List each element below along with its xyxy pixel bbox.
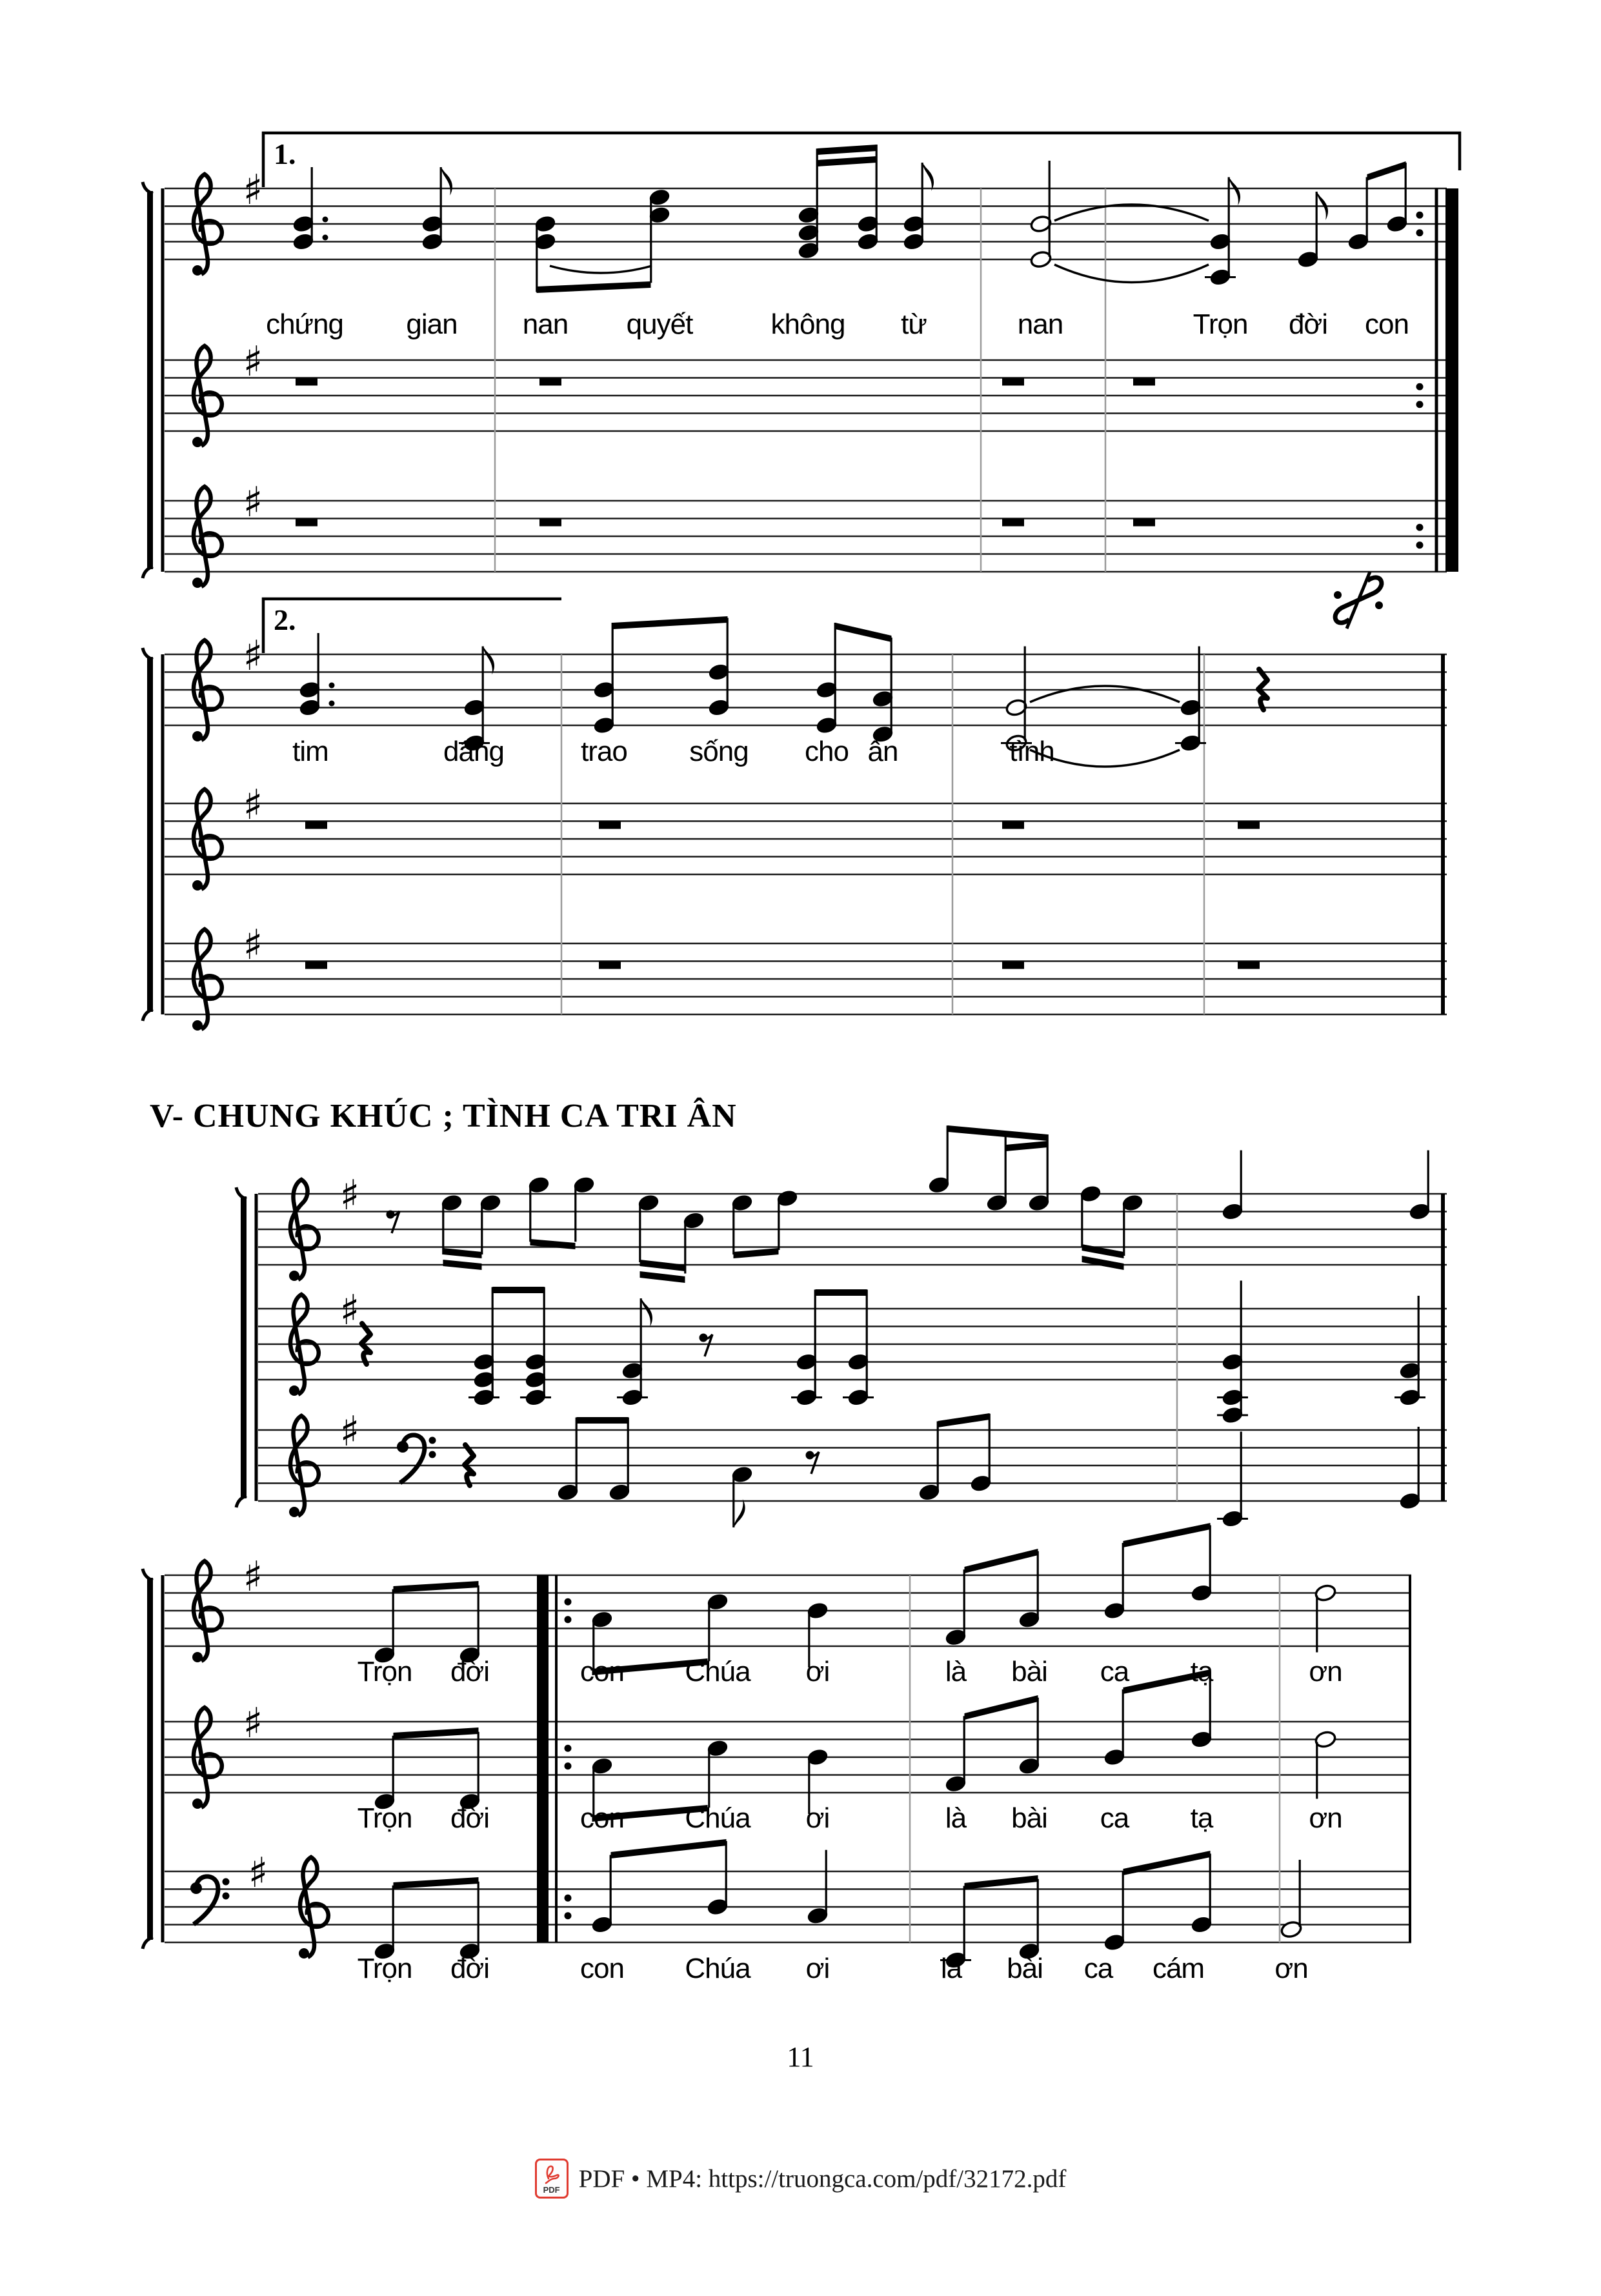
- treble-clef-icon: [289, 1385, 299, 1396]
- beam: [1082, 1256, 1124, 1270]
- treble-clef-icon: [192, 1652, 203, 1662]
- lyric-syllable: bài: [1007, 1953, 1043, 1984]
- beam: [818, 145, 877, 155]
- lyric-syllable: tạ: [1190, 1656, 1213, 1687]
- staff-lines: [258, 1194, 1447, 1265]
- beam: [938, 1413, 990, 1427]
- system-brace: [236, 1496, 247, 1507]
- volta-bracket: [263, 599, 561, 653]
- segno-icon: [1334, 591, 1342, 599]
- repeat-dots: [1416, 401, 1424, 408]
- repeat-dots: [565, 1762, 572, 1769]
- augmentation-dot: [323, 217, 328, 223]
- treble-clef-icon: [192, 880, 203, 891]
- lyric-syllable: gian: [406, 308, 458, 340]
- lyric-syllable: là: [940, 1953, 962, 1984]
- bass-clef-icon: [400, 1435, 425, 1483]
- beam: [640, 1271, 685, 1283]
- lyric-syllable: chứng: [266, 308, 343, 340]
- lyric-syllable: con: [580, 1802, 624, 1834]
- staff-lines: [165, 1722, 1411, 1793]
- lyric-syllable: cám: [1152, 1953, 1205, 1984]
- treble-clef-icon: [192, 731, 203, 741]
- lyric-syllable: đời: [450, 1656, 490, 1687]
- beam: [493, 1287, 545, 1293]
- treble-clef-icon: [289, 1271, 299, 1281]
- lyric-syllable: không: [770, 308, 845, 340]
- lyric-syllable: Chúa: [685, 1656, 750, 1687]
- eighth-flag: [641, 1298, 652, 1327]
- lyric-syllable: tim: [292, 736, 328, 767]
- whole-rest: [1002, 962, 1024, 969]
- thick-barline: [537, 1575, 549, 1942]
- beam: [613, 616, 728, 629]
- repeat-dots: [565, 1745, 572, 1752]
- lyric-syllable: ân: [867, 736, 898, 767]
- sharp-icon: ♯: [339, 1287, 360, 1334]
- lyric-syllable: đời: [450, 1802, 490, 1834]
- beam: [394, 1581, 479, 1593]
- eighth-flag: [441, 167, 452, 196]
- system-brace: [143, 1569, 153, 1580]
- treble-clef-icon: [299, 1948, 309, 1959]
- sharp-icon: ♯: [243, 338, 263, 386]
- pdf-icon-label: PDF: [543, 2185, 560, 2195]
- lyric-syllable: ơi: [805, 1802, 830, 1834]
- beam: [965, 1875, 1038, 1889]
- treble-clef-icon: [192, 1020, 203, 1031]
- staff-lines: [165, 943, 1447, 1014]
- bass-clef-icon: [223, 1878, 230, 1886]
- sharp-icon: ♯: [243, 921, 263, 969]
- lyric-syllable: là: [945, 1802, 967, 1834]
- beam: [948, 1125, 1048, 1141]
- beam: [836, 623, 892, 642]
- system-brace: [236, 1187, 247, 1199]
- lyric-syllable: ơn: [1309, 1802, 1342, 1834]
- lyric-syllable: ca: [1083, 1953, 1113, 1984]
- footer-link[interactable]: PDF • MP4: https://truongca.com/pdf/32172.pdf: [578, 2164, 1067, 2193]
- staff-lines: [165, 1871, 1411, 1942]
- beam: [734, 1248, 779, 1258]
- beam: [394, 1727, 479, 1739]
- thick-barline: [1445, 188, 1458, 572]
- whole-rest: [296, 519, 317, 527]
- tie: [1054, 205, 1209, 221]
- treble-clef-icon: [192, 578, 203, 588]
- treble-clef-icon: [192, 437, 203, 447]
- treble-clef-icon: [192, 1798, 203, 1809]
- sharp-icon: ♯: [243, 1553, 263, 1601]
- whole-rest: [539, 519, 561, 527]
- lyric-syllable: ơn: [1309, 1656, 1342, 1687]
- staff-lines: [258, 1430, 1447, 1501]
- whole-rest: [539, 378, 561, 386]
- whole-rest: [1002, 519, 1024, 527]
- lyric-syllable: từ: [901, 308, 927, 340]
- beam: [443, 1260, 482, 1270]
- beam: [1367, 161, 1406, 181]
- whole-rest: [305, 821, 327, 829]
- repeat-dots: [565, 1912, 572, 1919]
- tie: [1054, 265, 1209, 283]
- beam: [965, 1695, 1038, 1720]
- whole-rest: [1238, 962, 1260, 969]
- sharp-icon: ♯: [243, 479, 263, 527]
- eighth-rest: [700, 1334, 712, 1356]
- staff-lines: [165, 803, 1447, 874]
- beam: [537, 281, 651, 293]
- whole-rest: [1002, 821, 1024, 829]
- system-brace: [143, 567, 153, 578]
- repeat-dots: [565, 1616, 572, 1623]
- whole-rest: [1133, 519, 1155, 527]
- system-brace: [143, 1009, 153, 1021]
- eighth-flag: [922, 163, 934, 191]
- staff-lines: [258, 1309, 1447, 1380]
- eighth-flag: [1229, 177, 1240, 206]
- lyric-syllable: ơi: [805, 1656, 830, 1687]
- beam: [577, 1417, 629, 1424]
- sharp-icon: ♯: [248, 1849, 268, 1897]
- lyric-syllable: con: [580, 1953, 624, 1984]
- lyric-syllable: Chúa: [685, 1953, 750, 1984]
- pdf-icon: [535, 2159, 569, 2199]
- beam: [394, 1877, 479, 1889]
- sharp-icon: ♯: [243, 632, 263, 680]
- staff-lines: [165, 501, 1447, 572]
- page-number: 11: [787, 2041, 814, 2073]
- augmentation-dot: [323, 235, 328, 241]
- bass-clef-icon: [429, 1451, 436, 1458]
- system-brace: [143, 182, 153, 194]
- beam: [1006, 1141, 1048, 1151]
- whole-rest: [1238, 821, 1260, 829]
- lyric-syllable: nan: [522, 308, 569, 340]
- beam: [640, 1260, 685, 1271]
- staff-lines: [165, 654, 1447, 725]
- sharp-icon: ♯: [243, 166, 263, 214]
- augmentation-dot: [329, 683, 335, 689]
- repeat-dots: [1416, 212, 1424, 219]
- system-brace: [241, 1196, 247, 1498]
- volta-2-label: 2.: [274, 603, 296, 636]
- augmentation-dot: [329, 701, 335, 707]
- whole-rest: [1133, 378, 1155, 386]
- lyric-syllable: ca: [1100, 1802, 1129, 1834]
- lyric-syllable: dâng: [443, 736, 504, 767]
- tie: [550, 266, 652, 273]
- whole-rest: [1002, 378, 1024, 386]
- lyric-syllable: quyết: [626, 308, 693, 340]
- tie: [1030, 686, 1180, 702]
- beam: [816, 1289, 867, 1296]
- lyric-syllable: bài: [1011, 1802, 1047, 1834]
- staff-lines: [165, 1575, 1411, 1646]
- volta-1-label: 1.: [274, 137, 296, 170]
- sharp-icon: ♯: [243, 1700, 263, 1747]
- system-brace: [147, 1578, 153, 1940]
- repeat-dots: [1416, 229, 1424, 236]
- system-brace: [147, 657, 153, 1012]
- beam: [443, 1248, 482, 1258]
- lyric-syllable: là: [945, 1656, 967, 1687]
- repeat-dots: [565, 1598, 572, 1606]
- treble-clef-icon: [192, 265, 203, 276]
- segno-icon: [1347, 572, 1370, 629]
- lyric-syllable: con: [580, 1656, 624, 1687]
- bass-clef-icon: [194, 1877, 218, 1924]
- segno-icon: [1375, 601, 1383, 609]
- whole-rest: [296, 378, 317, 386]
- whole-rest: [599, 821, 621, 829]
- lyric-syllable: con: [1365, 308, 1409, 340]
- bass-clef-icon: [429, 1437, 436, 1444]
- lyric-syllable: ơi: [805, 1953, 830, 1984]
- lyric-syllable: cho: [805, 736, 849, 767]
- lyric-syllable: nan: [1017, 308, 1063, 340]
- section-heading: V- CHUNG KHÚC ; TÌNH CA TRI ÂN: [150, 1098, 737, 1134]
- beam: [1123, 1523, 1211, 1547]
- lyric-syllable: đời: [450, 1953, 490, 1984]
- repeat-dots: [565, 1895, 572, 1902]
- pdf-ribbon-icon: [543, 2163, 563, 2185]
- lyric-syllable: đời: [1288, 308, 1328, 340]
- eighth-flag: [734, 1499, 745, 1527]
- repeat-dots: [1416, 383, 1424, 390]
- whole-rest: [599, 962, 621, 969]
- bass-clef-icon: [223, 1893, 230, 1900]
- system-brace: [147, 191, 153, 569]
- eighth-rest: [807, 1452, 819, 1474]
- lyric-syllable: trao: [581, 736, 627, 767]
- lyric-syllable: sống: [689, 736, 749, 767]
- repeat-dots: [1416, 524, 1424, 531]
- system-brace: [143, 648, 153, 660]
- lyric-syllable: bài: [1011, 1656, 1047, 1687]
- beam: [611, 1839, 727, 1858]
- treble-clef-icon: [289, 1507, 299, 1517]
- lyric-syllable: Trọn: [357, 1656, 412, 1687]
- sharp-icon: ♯: [243, 781, 263, 829]
- staff-lines: [165, 360, 1447, 431]
- eighth-flag: [483, 647, 494, 675]
- beam: [818, 156, 877, 166]
- lyric-syllable: ca: [1100, 1656, 1129, 1687]
- lyric-syllable: ơn: [1274, 1953, 1308, 1984]
- sharp-icon: ♯: [339, 1408, 360, 1456]
- lyric-syllable: tình: [1009, 736, 1054, 767]
- lyric-syllable: Trọn: [1193, 308, 1248, 340]
- lyric-syllable: Trọn: [357, 1953, 412, 1984]
- sharp-icon: ♯: [339, 1172, 360, 1220]
- footer: [0, 2159, 1601, 2199]
- whole-rest: [305, 962, 327, 969]
- beam: [965, 1549, 1038, 1573]
- repeat-dots: [1416, 541, 1424, 549]
- lyric-syllable: tạ: [1190, 1802, 1213, 1834]
- lyric-syllable: Trọn: [357, 1802, 412, 1834]
- system-brace: [143, 1937, 153, 1949]
- lyric-syllable: Chúa: [685, 1802, 750, 1834]
